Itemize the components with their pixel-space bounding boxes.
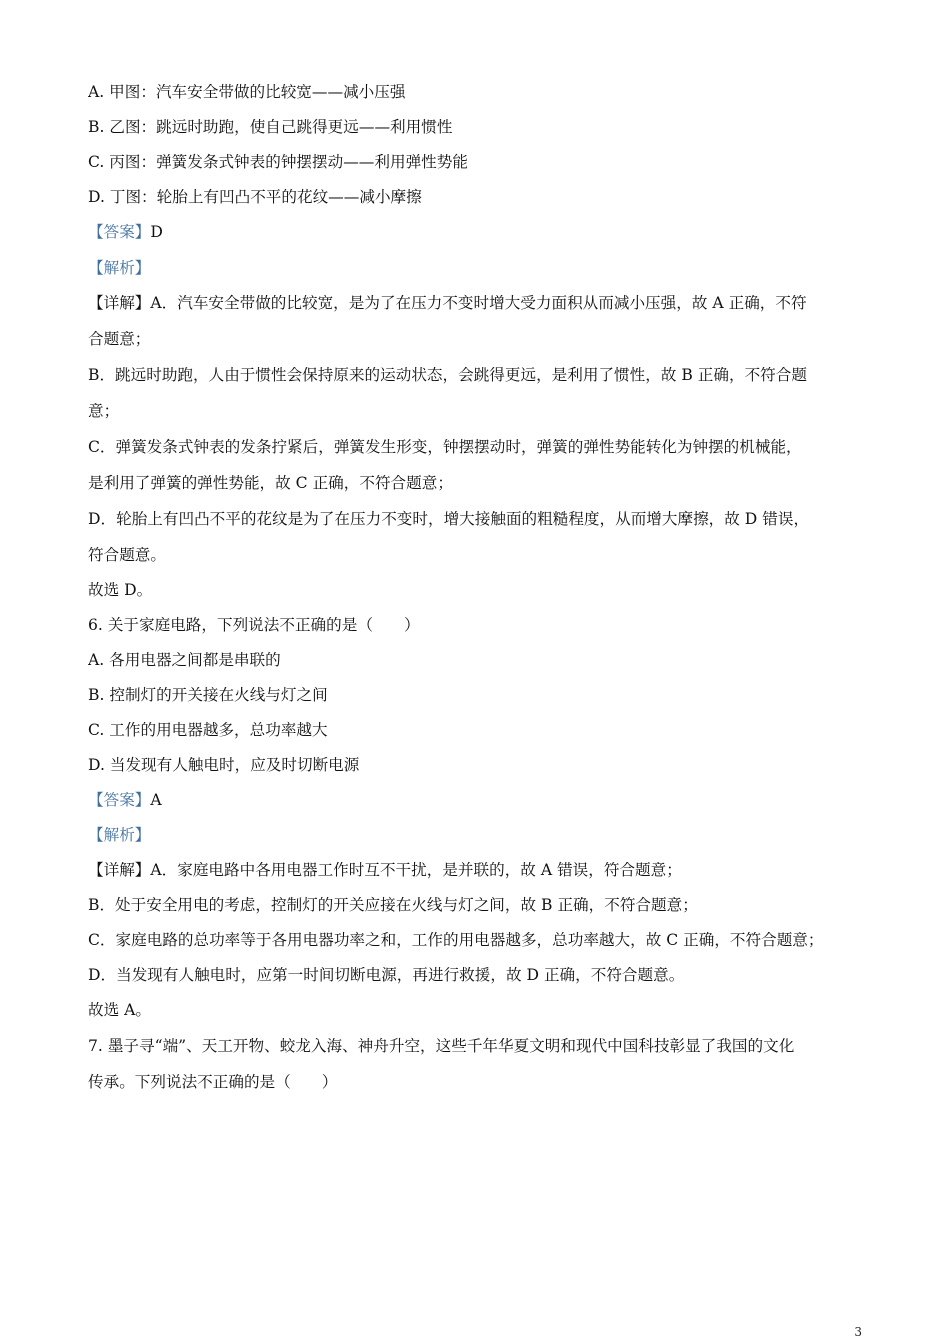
q5-answer-value: D xyxy=(150,223,163,241)
q5-conclusion: 故选 D。 xyxy=(88,581,153,599)
q6-answer-value: A xyxy=(150,791,162,809)
q5-detail-line xyxy=(88,293,878,313)
q5-option-a: A. 甲图：汽车安全带做的比较宽——减小压强 xyxy=(88,83,406,101)
q7-stem: 传承。下列说法不正确的是（ ） xyxy=(88,1073,338,1091)
q6-detail-line: C．家庭电路的总功率等于各用电器功率之和，工作的用电器越多，总功率越大，故 C 正确，不符合题意； xyxy=(88,931,824,949)
q6-option-d: D. 当发现有人触电时，应及时切断电源 xyxy=(88,756,360,774)
q5-detail-line: 符合题意。 xyxy=(88,546,166,564)
q6-option-a: A. 各用电器之间都是串联的 xyxy=(88,651,281,669)
q6-stem: 6. 关于家庭电路，下列说法不正确的是（ ） xyxy=(88,616,420,634)
q5-answer-line xyxy=(88,222,878,242)
q6-option-b: B. 控制灯的开关接在火线与灯之间 xyxy=(88,686,328,704)
q5-option-c: C. 丙图：弹簧发条式钟表的钟摆摆动——利用弹性势能 xyxy=(88,153,468,171)
q6-detail-tag: 【详解】 xyxy=(88,861,151,879)
q6-detail-line: D．当发现有人触电时，应第一时间切断电源，再进行救援，故 D 正确，不符合题意。 xyxy=(88,966,685,984)
q5-detail-line: B．跳远时助跑，人由于惯性会保持原来的运动状态，会跳得更远，是利用了惯性，故 B 正确，不符合题 xyxy=(88,366,807,384)
q5-option-b: B. 乙图：跳远时助跑，使自己跳得更远——利用惯性 xyxy=(88,118,453,136)
q6-answer-line xyxy=(88,790,878,810)
q5-detail-line: 合题意； xyxy=(88,330,151,348)
q6-detail-text: A．家庭电路中各用电器工作时互不干扰，是并联的，故 A 错误，符合题意； xyxy=(150,861,682,879)
q5-detail-line: D．轮胎上有凹凸不平的花纹是为了在压力不变时，增大接触面的粗糙程度，从而增大摩擦，故 D 错误， xyxy=(88,510,810,528)
q5-answer-tag: 【答案】 xyxy=(88,223,151,241)
q6-detail-line xyxy=(88,860,878,880)
q5-option-d: D. 丁图：轮胎上有凹凸不平的花纹——减小摩擦 xyxy=(88,188,422,206)
q7-stem: 7. 墨子寻“端”、天工开物、蛟龙入海、神舟升空，这些千年华夏文明和现代中国科技彰显了我国的文化 xyxy=(88,1037,795,1055)
page-number: 3 xyxy=(854,1325,862,1339)
q5-detail-line: 意； xyxy=(88,402,120,420)
q6-option-c: C. 工作的用电器越多，总功率越大 xyxy=(88,721,328,739)
q6-analysis-tag: 【解析】 xyxy=(88,826,151,844)
q6-answer-tag: 【答案】 xyxy=(88,791,151,809)
q6-detail-line: B．处于安全用电的考虑，控制灯的开关应接在火线与灯之间，故 B 正确，不符合题意； xyxy=(88,896,698,914)
q5-detail-line: C．弹簧发条式钟表的发条拧紧后，弹簧发生形变，钟摆摆动时，弹簧的弹性势能转化为钟摆的机械能， xyxy=(88,438,802,456)
q5-detail-text: A．汽车安全带做的比较宽，是为了在压力不变时增大受力面积从而减小压强，故 A 正确，不符 xyxy=(150,294,807,312)
q6-conclusion: 故选 A。 xyxy=(88,1001,151,1019)
q5-detail-tag: 【详解】 xyxy=(88,294,151,312)
q5-detail-line: 是利用了弹簧的弹性势能，故 C 正确，不符合题意； xyxy=(88,474,453,492)
q5-analysis-tag: 【解析】 xyxy=(88,259,151,277)
